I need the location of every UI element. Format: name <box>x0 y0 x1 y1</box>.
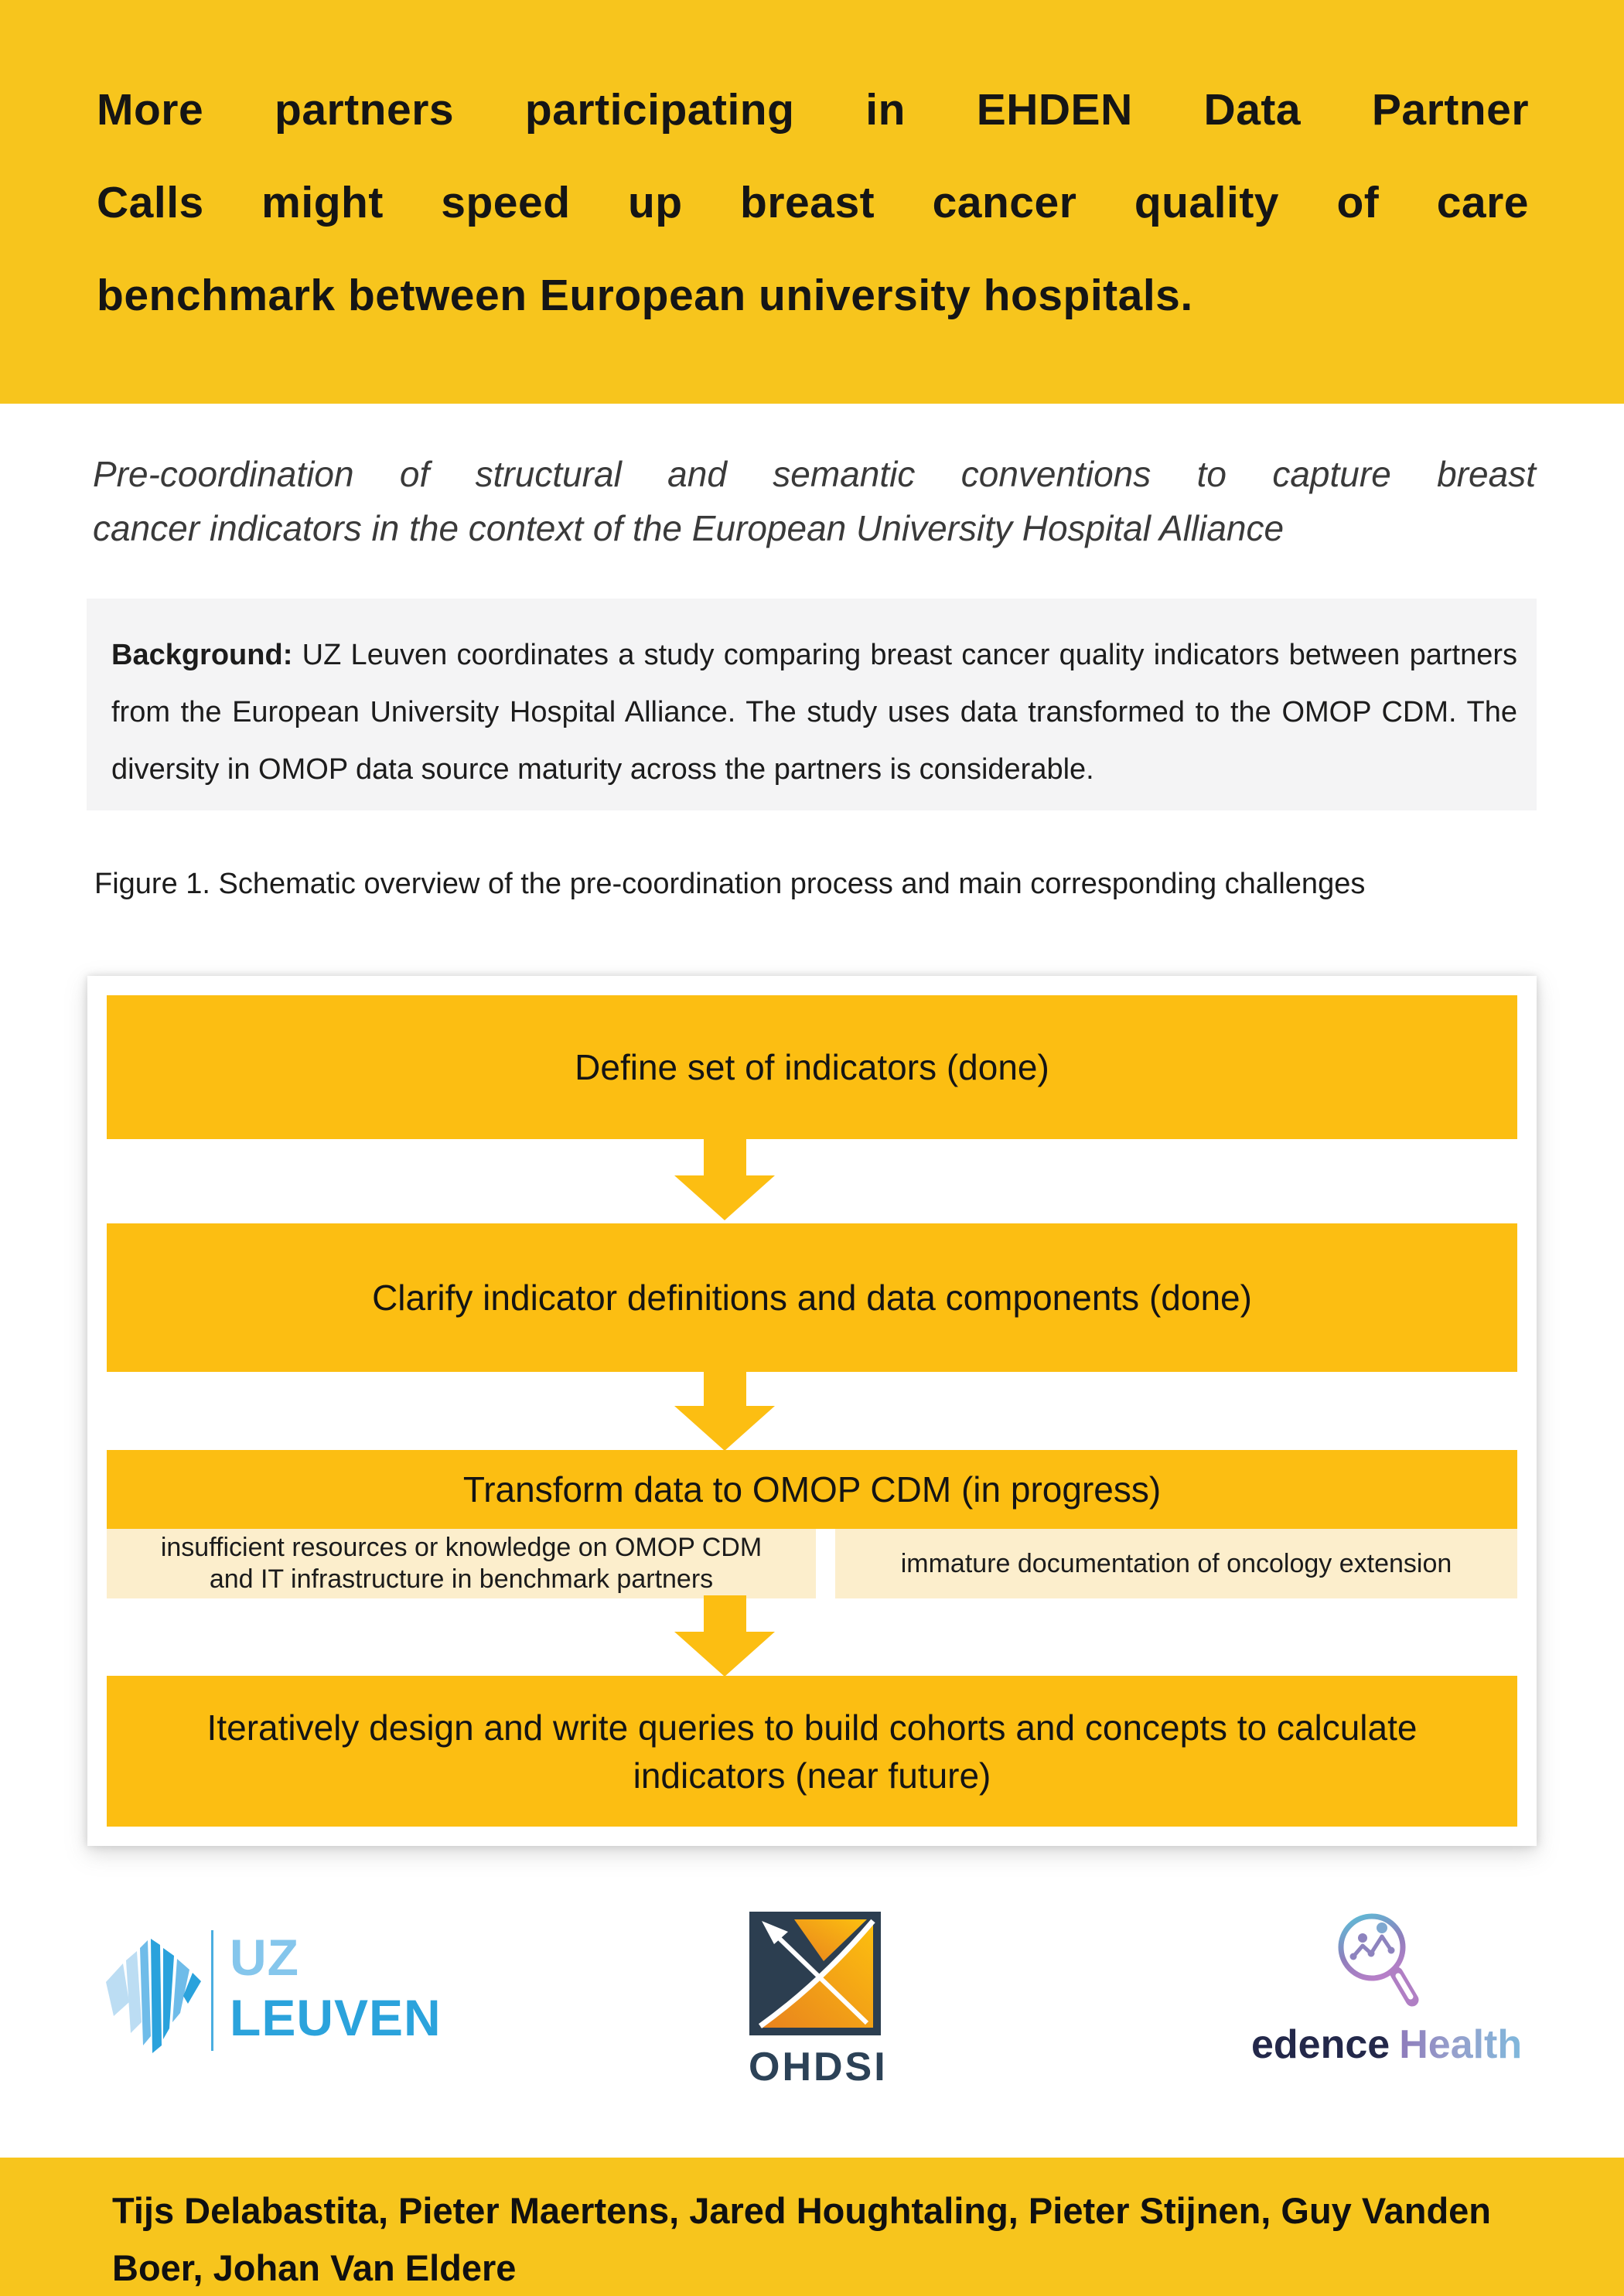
uz-leuven-word-leuven: LEUVEN <box>230 1989 442 2046</box>
flow-step-3 <box>107 1450 1517 1529</box>
health-word: Health <box>1399 2022 1523 2067</box>
uz-leuven-wordmark <box>230 1927 442 2048</box>
flow-arrow-down-icon <box>674 1370 775 1451</box>
edence-health-wordmark <box>1251 2021 1523 2068</box>
flow-step-2 <box>107 1223 1517 1372</box>
challenge-right <box>835 1529 1517 1598</box>
subtitle-line-2: cancer indicators in the context of the European University Hospital Alliance <box>93 508 1285 548</box>
ohdsi-logo-icon <box>749 1912 881 2035</box>
flow-step-2-label: Clarify indicator definitions and data components (done) <box>372 1278 1252 1318</box>
flow-step-1-label: Define set of indicators (done) <box>575 1047 1049 1087</box>
page-title <box>97 63 1529 342</box>
flow-arrow-down-icon <box>674 1595 775 1677</box>
footer-band <box>0 2158 1624 2296</box>
edence-word: edence <box>1251 2022 1390 2067</box>
flow-step-1 <box>107 995 1517 1139</box>
background-text: UZ Leuven coordinates a study comparing breast cancer quality indicators between partners from the European University Hospital Alliance. The study uses data transformed to the OMOP CDM. The diversity in OMOP data source maturity across the partners is considerable. <box>111 639 1517 786</box>
challenge-right-label: immature documentation of oncology extension <box>900 1548 1452 1578</box>
title-line-1: More partners participating in EHDEN Data Partner <box>97 85 1529 135</box>
ohdsi-wordmark: OHDSI <box>749 2045 888 2090</box>
flow-step-4 <box>107 1676 1517 1827</box>
background-label: Background: <box>111 639 293 671</box>
title-line-2: Calls might speed up breast cancer quality of care <box>97 178 1529 227</box>
figure-caption: Figure 1. Schematic overview of the pre-coordination process and main corresponding challenges <box>94 868 1366 900</box>
edence-health-logo <box>1251 1909 1523 2068</box>
challenge-left <box>107 1529 816 1598</box>
uz-leuven-logo <box>103 1927 505 2059</box>
header-band <box>0 0 1624 404</box>
flow-arrow-down-icon <box>674 1139 775 1220</box>
flow-step-3-label: Transform data to OMOP CDM (in progress) <box>462 1469 1162 1510</box>
authors <box>112 2182 1566 2296</box>
challenge-left-label: insufficient resources or knowledge on OMOP CDM and IT infrastructure in benchmark partners <box>160 1533 763 1594</box>
challenge-row <box>107 1529 1517 1598</box>
subtitle <box>93 447 1536 555</box>
title-line-3: benchmark between European university hospitals. <box>97 271 1193 320</box>
uz-leuven-divider <box>211 1930 213 2051</box>
figure-card <box>87 976 1537 1846</box>
uz-leuven-word-uz: UZ <box>230 1929 299 1986</box>
ohdsi-logo <box>749 1912 888 2090</box>
flow-step-4-label: Iteratively design and write queries to build cohorts and concepts to calculate indicators (near future) <box>206 1707 1418 1796</box>
authors-line-1: Tijs Delabastita, Pieter Maertens, Jared Houghtaling, Pieter Stijnen, Guy Vanden <box>112 2190 1492 2231</box>
authors-line-2: Boer, Johan Van Eldere <box>112 2247 517 2288</box>
subtitle-line-1: Pre-coordination of structural and semantic conventions to capture breast <box>93 454 1536 494</box>
background-paragraph <box>111 626 1517 798</box>
uz-leuven-logo-icon <box>103 1931 203 2055</box>
background-section <box>87 599 1537 810</box>
edence-health-logo-icon <box>1332 1909 1426 2017</box>
